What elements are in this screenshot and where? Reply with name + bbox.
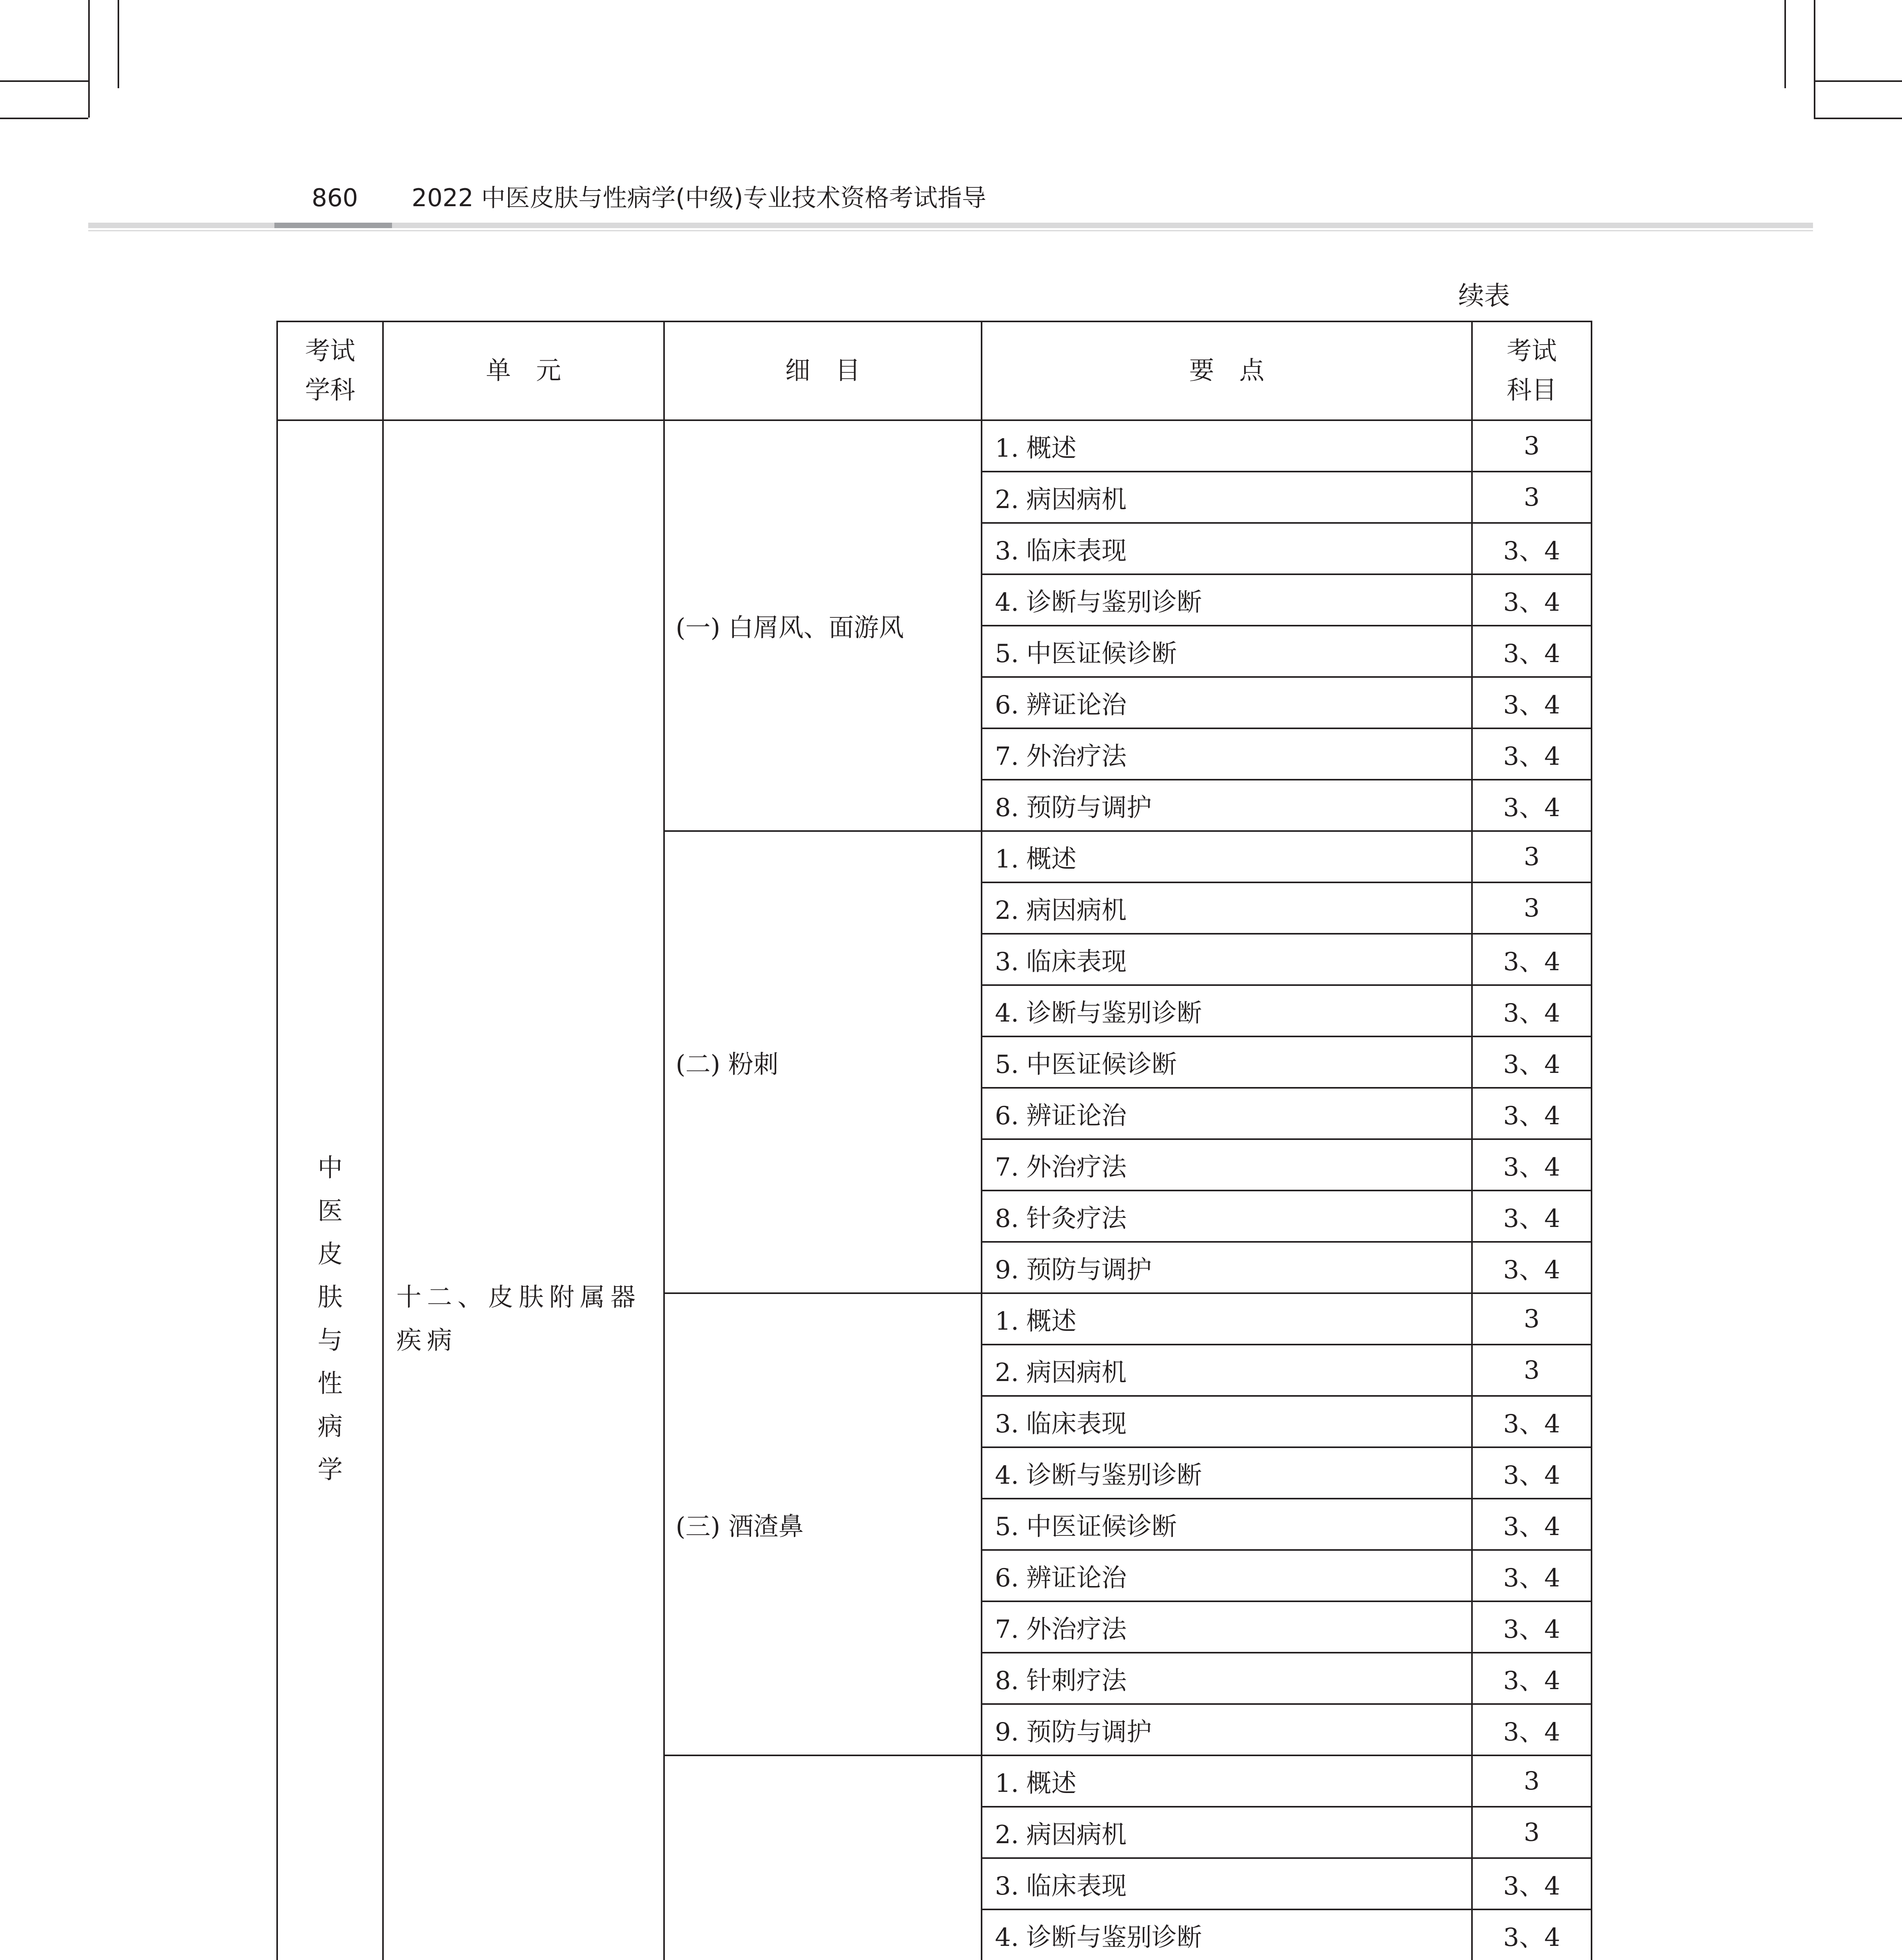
item-cell: (二) 粉刺 xyxy=(664,831,982,1293)
point-text: 临床表现 xyxy=(1026,1409,1127,1439)
point-cell xyxy=(982,831,1472,882)
header-item: 细 目 xyxy=(664,321,982,420)
point-cell xyxy=(982,1653,1472,1704)
point-number: 3. xyxy=(995,1409,1019,1439)
table-row xyxy=(277,420,1592,472)
header-code: 考试科目 xyxy=(1472,321,1592,420)
point-cell xyxy=(982,1036,1472,1088)
exam-code-cell: 3、4 xyxy=(1472,1242,1592,1293)
point-text: 中医证候诊断 xyxy=(1026,1050,1177,1079)
point-number: 4. xyxy=(995,998,1019,1028)
point-number: 8. xyxy=(995,793,1019,822)
point-text: 中医证候诊断 xyxy=(1026,1512,1177,1541)
point-number: 3. xyxy=(995,1871,1019,1901)
header-unit: 单 元 xyxy=(383,321,664,420)
exam-code-cell: 3、4 xyxy=(1472,1036,1592,1088)
point-text: 临床表现 xyxy=(1026,1871,1127,1901)
point-text: 预防与调护 xyxy=(1026,1717,1152,1747)
point-text: 诊断与鉴别诊断 xyxy=(1026,1461,1202,1490)
point-cell xyxy=(982,1191,1472,1242)
point-cell xyxy=(982,1704,1472,1755)
point-cell xyxy=(982,1088,1472,1139)
exam-code-cell: 3、4 xyxy=(1472,1139,1592,1191)
point-text: 预防与调护 xyxy=(1026,793,1152,822)
item-cell: (三) 酒渣鼻 xyxy=(664,1293,982,1755)
point-text: 诊断与鉴别诊断 xyxy=(1026,588,1202,617)
point-number: 2. xyxy=(995,896,1019,925)
point-cell xyxy=(982,677,1472,728)
point-text: 诊断与鉴别诊断 xyxy=(1026,1923,1202,1952)
point-number: 4. xyxy=(995,1923,1019,1952)
point-cell xyxy=(982,1242,1472,1293)
point-text: 概述 xyxy=(1026,844,1077,874)
point-cell xyxy=(982,728,1472,780)
point-text: 针灸疗法 xyxy=(1026,1204,1127,1233)
point-text: 预防与调护 xyxy=(1026,1255,1152,1285)
exam-code-cell: 3、4 xyxy=(1472,523,1592,574)
point-number: 2. xyxy=(995,485,1019,514)
point-cell xyxy=(982,985,1472,1036)
point-number: 5. xyxy=(995,1512,1019,1541)
point-text: 外治疗法 xyxy=(1026,1152,1127,1182)
point-cell xyxy=(982,882,1472,934)
point-number: 7. xyxy=(995,742,1019,771)
point-number: 1. xyxy=(995,1769,1019,1798)
exam-code-cell: 3、4 xyxy=(1472,1499,1592,1550)
point-number: 5. xyxy=(995,639,1019,668)
exam-code-cell: 3、4 xyxy=(1472,1088,1592,1139)
unit-cell xyxy=(383,420,664,1960)
point-number: 1. xyxy=(995,434,1019,463)
point-number: 3. xyxy=(995,947,1019,976)
exam-code-cell: 3、4 xyxy=(1472,728,1592,780)
point-cell xyxy=(982,1550,1472,1601)
exam-code-cell: 3、4 xyxy=(1472,1704,1592,1755)
point-number: 6. xyxy=(995,1563,1019,1593)
point-cell xyxy=(982,626,1472,677)
point-number: 6. xyxy=(995,690,1019,720)
point-text: 病因病机 xyxy=(1026,1820,1127,1849)
point-cell xyxy=(982,934,1472,985)
point-text: 外治疗法 xyxy=(1026,742,1127,771)
point-cell xyxy=(982,1447,1472,1499)
header-subject: 考试学科 xyxy=(277,321,383,420)
point-number: 1. xyxy=(995,844,1019,874)
point-text: 诊断与鉴别诊断 xyxy=(1026,998,1202,1028)
exam-code-cell: 3、4 xyxy=(1472,626,1592,677)
exam-code-cell: 3、4 xyxy=(1472,934,1592,985)
exam-code-cell: 3、4 xyxy=(1472,1550,1592,1601)
subject-text: 中医皮肤与性病学 xyxy=(318,1153,343,1485)
exam-code-cell: 3 xyxy=(1472,831,1592,882)
point-number: 6. xyxy=(995,1101,1019,1131)
point-cell xyxy=(982,1858,1472,1909)
exam-code-cell: 3、4 xyxy=(1472,1653,1592,1704)
syllabus-table xyxy=(276,321,1592,1960)
point-cell xyxy=(982,1909,1472,1960)
item-cell: (一) 白屑风、面游风 xyxy=(664,420,982,831)
point-cell xyxy=(982,1499,1472,1550)
exam-code-cell: 3、4 xyxy=(1472,1396,1592,1447)
point-text: 临床表现 xyxy=(1026,947,1127,976)
point-text: 辨证论治 xyxy=(1026,1563,1127,1593)
point-text: 辨证论治 xyxy=(1026,1101,1127,1131)
point-cell xyxy=(982,574,1472,626)
exam-code-cell: 3、4 xyxy=(1472,1447,1592,1499)
point-cell xyxy=(982,780,1472,831)
point-text: 外治疗法 xyxy=(1026,1615,1127,1644)
exam-code-cell: 3 xyxy=(1472,472,1592,523)
exam-code-cell: 3 xyxy=(1472,1293,1592,1345)
exam-code-cell: 3、4 xyxy=(1472,1601,1592,1653)
point-number: 4. xyxy=(995,588,1019,617)
exam-code-cell: 3、4 xyxy=(1472,1191,1592,1242)
header-rule-thin xyxy=(88,230,1813,231)
point-cell xyxy=(982,1807,1472,1858)
exam-code-cell: 3、4 xyxy=(1472,1909,1592,1960)
point-text: 概述 xyxy=(1026,1307,1077,1336)
table-continued-label: 续表 xyxy=(1458,281,1510,311)
point-number: 7. xyxy=(995,1615,1019,1644)
point-cell xyxy=(982,1601,1472,1653)
point-text: 概述 xyxy=(1026,1769,1077,1798)
table-header-row xyxy=(277,321,1592,420)
point-number: 2. xyxy=(995,1358,1019,1387)
item-cell xyxy=(664,1755,982,1960)
point-cell xyxy=(982,1139,1472,1191)
point-number: 3. xyxy=(995,536,1019,566)
exam-code-cell: 3 xyxy=(1472,1755,1592,1807)
header-rule-accent xyxy=(274,223,392,228)
point-cell xyxy=(982,1755,1472,1807)
exam-code-cell: 3 xyxy=(1472,882,1592,934)
exam-code-cell: 3、4 xyxy=(1472,1858,1592,1909)
point-cell xyxy=(982,472,1472,523)
page-number: 860 xyxy=(312,183,358,212)
exam-code-cell: 3、4 xyxy=(1472,677,1592,728)
exam-code-cell: 3、4 xyxy=(1472,780,1592,831)
exam-code-cell: 3 xyxy=(1472,1807,1592,1858)
point-text: 临床表现 xyxy=(1026,536,1127,566)
point-number: 7. xyxy=(995,1152,1019,1182)
point-number: 9. xyxy=(995,1255,1019,1285)
point-text: 病因病机 xyxy=(1026,896,1127,925)
point-cell xyxy=(982,1293,1472,1345)
exam-code-cell: 3 xyxy=(1472,420,1592,472)
point-text: 辨证论治 xyxy=(1026,690,1127,720)
subject-cell xyxy=(277,420,383,1960)
point-text: 病因病机 xyxy=(1026,1358,1127,1387)
point-number: 9. xyxy=(995,1717,1019,1747)
point-number: 1. xyxy=(995,1307,1019,1336)
exam-code-cell: 3 xyxy=(1472,1345,1592,1396)
point-text: 病因病机 xyxy=(1026,485,1127,514)
point-number: 2. xyxy=(995,1820,1019,1849)
point-number: 8. xyxy=(995,1204,1019,1233)
point-cell xyxy=(982,1345,1472,1396)
exam-code-cell: 3、4 xyxy=(1472,574,1592,626)
point-number: 5. xyxy=(995,1050,1019,1079)
point-text: 概述 xyxy=(1026,434,1077,463)
point-cell xyxy=(982,1396,1472,1447)
exam-code-cell: 3、4 xyxy=(1472,985,1592,1036)
point-number: 8. xyxy=(995,1666,1019,1695)
point-cell xyxy=(982,420,1472,472)
unit-text: 十二、皮肤附属器疾病 xyxy=(396,1283,641,1355)
point-text: 针刺疗法 xyxy=(1026,1666,1127,1695)
point-cell xyxy=(982,523,1472,574)
header-point: 要 点 xyxy=(982,321,1472,420)
running-title: 2022 中医皮肤与性病学(中级)专业技术资格考试指导 xyxy=(412,183,986,212)
point-text: 中医证候诊断 xyxy=(1026,639,1177,668)
point-number: 4. xyxy=(995,1461,1019,1490)
